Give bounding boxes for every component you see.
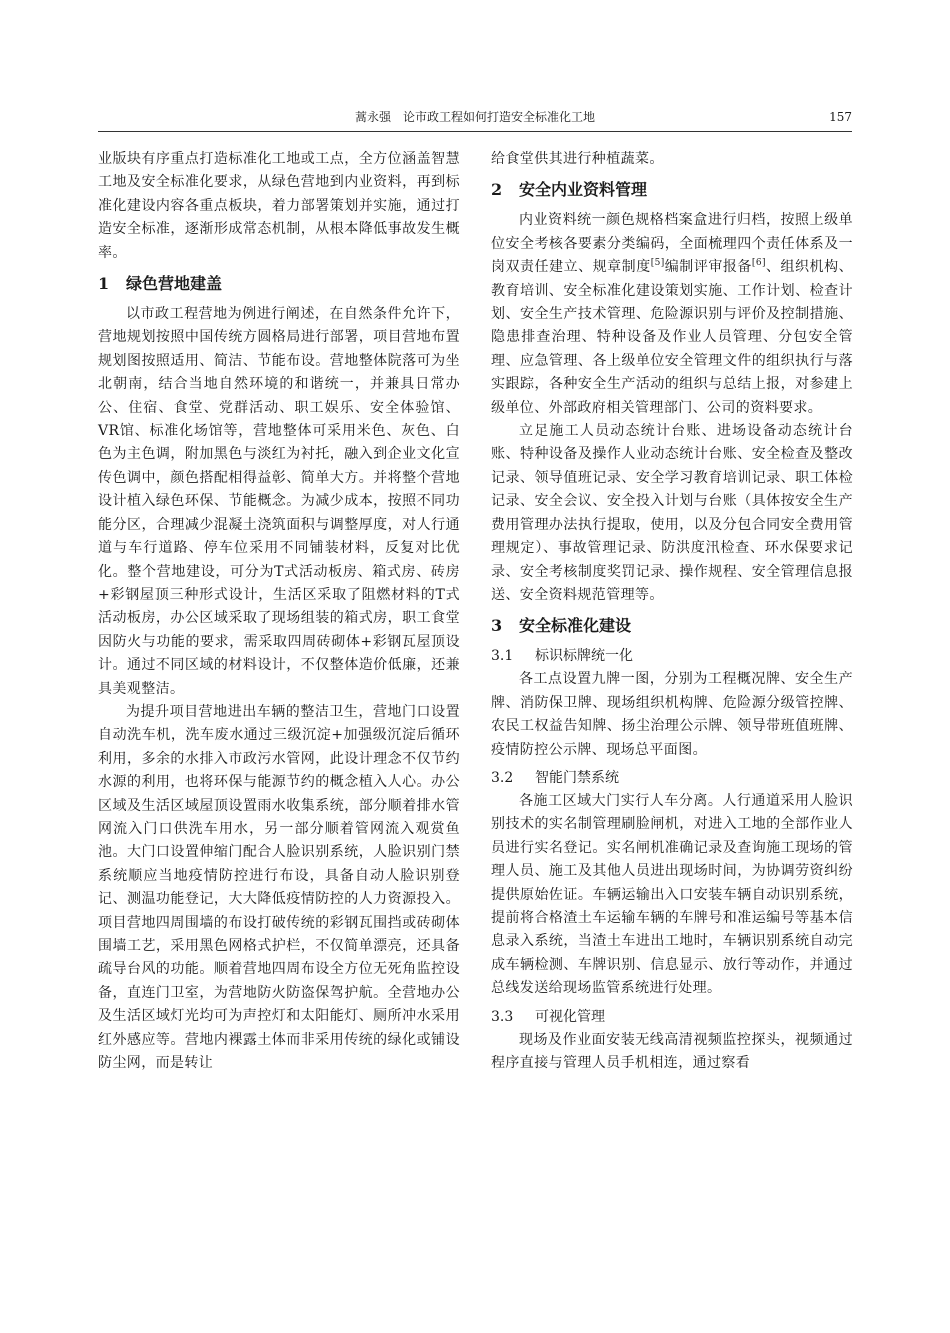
section-2-title: 安全内业资料管理: [519, 180, 648, 200]
subsection-3-3-paragraph: 现场及作业面安装无线高清视频监控探头，视频通过程序直接与管理人员手机相连，通过察看: [491, 1031, 853, 1071]
section-2-paragraph-1-part-3: 、组织机构、教育培训、安全标准化建设策划实施、工作计划、检查计划、安全生产技术管理、危险源识别与评价及控制措施、隐患排查治理、特种设备及作业人员管理、分包安全管理、应急管理、各上级单位安全管理文件的组织执行与落实跟踪，各种安全生产活动的组织与总结上报，对参建上级单位、外部政府相关管理部门、公司的资料要求。: [491, 259, 853, 416]
running-header-title: 蒿永强 论市政工程如何打造安全标准化工地: [354, 110, 595, 124]
section-1-paragraph-2: 为提升项目营地进出车辆的整洁卫生，营地门口设置自动洗车机，洗车废水通过三级沉淀+加强级沉淀后循环利用，多余的水排入市政污水管网，此设计理念不仅节约水源的利用，也将环保与能源节约的概念植入人心。办公区域及生活区域屋顶设置雨水收集系统，部分顺着排水管网流入门口供洗车用水，另一部分顺着管网流入观赏鱼池。大门口设置伸缩门配合人脸识别系统，人脸识别门禁系统顺应当地疫情防控进行布设，具备自动人脸识别登记、测温功能登记，大大降低疫情防控的人力资源投入。项目营地四周围墙的布设打破传统的彩钢瓦围挡或砖砌体围墙工艺，采用黑色网格式护栏，不仅简单漂亮，还具备疏导台风的功能。顺着营地四周布设全方位无死角监控设备，直连门卫室，为营地防火防盗保驾护航。全营地办公及生活区域灯光均可为声控灯和太阳能灯、厕所冲水采用红外感应等。营地内裸露土体而非采用传统的绿化或铺设防尘网，而是转让: [98, 703, 460, 1072]
subsection-3-3-number: 3.3: [491, 1008, 514, 1025]
subsection-3-2-heading: [491, 767, 853, 790]
subsection-3-1-title: 标识标牌统一化: [535, 648, 633, 665]
section-3-number: 3: [491, 616, 503, 636]
section-3-heading: [491, 614, 853, 638]
subsection-3-1-number: 3.1: [491, 648, 514, 665]
subsection-3-1-heading: [491, 645, 853, 668]
left-column: [98, 148, 460, 1075]
subsection-3-2-number: 3.2: [491, 769, 514, 786]
subsection-3-2-paragraph: 各施工区域大门实行人车分离。人行通道采用人脸识别技术的实名制管理刷脸闸机，对进入工地的全部作业人员进行实名登记。实名闸机准确记录及查询施工现场的管理人员、施工及其他人员进出现场时间，为协调劳资纠纷提供原始佐证。车辆运输出入口安装车辆自动识别系统，提前将合格渣土车运输车辆的车牌号和准运编号等基本信息录入系统，当渣土车进出工地时，车辆识别系统自动完成车辆检测、车牌识别、信息显示、放行等动作，并通过总线发送给现场监管系统进行处理。: [491, 792, 853, 997]
section-2-paragraph-1: [491, 209, 853, 420]
section-1-paragraph-1: 以市政工程营地为例进行阐述，在自然条件允许下，营地规划按照中国传统方圆格局进行部署，项目营地布置规划图按照适用、简洁、节能布设。营地整体院落可为坐北朝南，结合当地自然环境的和谐统一，并兼具日常办公、住宿、食堂、党群活动、职工娱乐、安全体验馆、VR馆、标准化场馆等，营地整体可采用米色、灰色、白色为主色调，附加黑色与淡红为衬托，融入到企业文化宣传色调中，颜色搭配相得益彰、简单大方。并将整个营地设计植入绿色环保、节能概念。为减少成本，按照不同功能分区，合理减少混凝土浇筑面积与调整厚度，对人行通道与车行道路、停车位采用不同铺装材料，反复对比优化。整个营地建设，可分为T式活动板房、箱式房、砖房+彩钢屋顶三种形式设计，生活区采取了阻燃材料的T式活动板房，办公区域采取了现场组装的箱式房，职工食堂因防火与功能的要求，需采取四周砖砌体+彩钢瓦屋顶设计。通过不同区域的材料设计，不仅整体造价低廉，还兼具美观整洁。: [98, 306, 460, 697]
right-column: [491, 148, 853, 1075]
section-3-title: 安全标准化建设: [519, 616, 632, 636]
section-2-paragraph-1-part-2: 编制评审报备: [664, 259, 752, 276]
header-divider: [98, 131, 852, 132]
continued-text: 给食堂供其进行种植蔬菜。: [491, 151, 664, 167]
subsection-3-2-title: 智能门禁系统: [535, 769, 619, 786]
citation-6: [6]: [751, 258, 766, 269]
section-1-heading: [98, 272, 460, 296]
section-1-title: 绿色营地建盖: [126, 274, 223, 294]
citation-5: [5]: [650, 258, 665, 269]
section-2-paragraph-2: 立足施工人员动态统计台账、进场设备动态统计台账、特种设备及操作人业动态统计台账、安全检查及整改记录、领导值班记录、安全学习教育培训记录、职工体检记录、安全会议、安全投入计划与台账（具体按安全生产费用管理办法执行提取，使用，以及分包合同安全费用管理规定）、事故管理记录、防洪度汛检查、环水保要求记录、安全考核制度奖罚记录、操作规程、安全管理信息报送、安全资料规范管理等。: [491, 423, 853, 603]
intro-paragraph: 业版块有序重点打造标准化工地或工点，全方位涵盖智慧工地及安全标准化要求，从绿色营地到内业资料，再到标准化建设内容各重点板块，着力部署策划并实施，通过打造安全标准，逐渐形成常态机制，从根本降低事故发生概率。: [98, 151, 460, 261]
section-1-number: 1: [98, 274, 110, 294]
subsection-3-1-paragraph: 各工点设置九牌一图，分别为工程概况牌、安全生产牌、消防保卫牌、现场组织机构牌、危险源分级管控牌、农民工权益告知牌、扬尘治理公示牌、领导带班值班牌、疫情防控公示牌、现场总平面图。: [491, 671, 853, 758]
page-number: 157: [829, 110, 852, 124]
section-2-heading: [491, 178, 853, 202]
subsection-3-3-title: 可视化管理: [535, 1008, 605, 1025]
section-2-paragraph-1-part-1: 内业资料统一颜色规格档案盒进行归档，按照上级单位安全考核各要素分类编码，全面梳理四个责任体系及一岗双责任建立、规章制度: [491, 212, 853, 276]
subsection-3-3-heading: [491, 1006, 853, 1029]
section-2-number: 2: [491, 180, 503, 200]
